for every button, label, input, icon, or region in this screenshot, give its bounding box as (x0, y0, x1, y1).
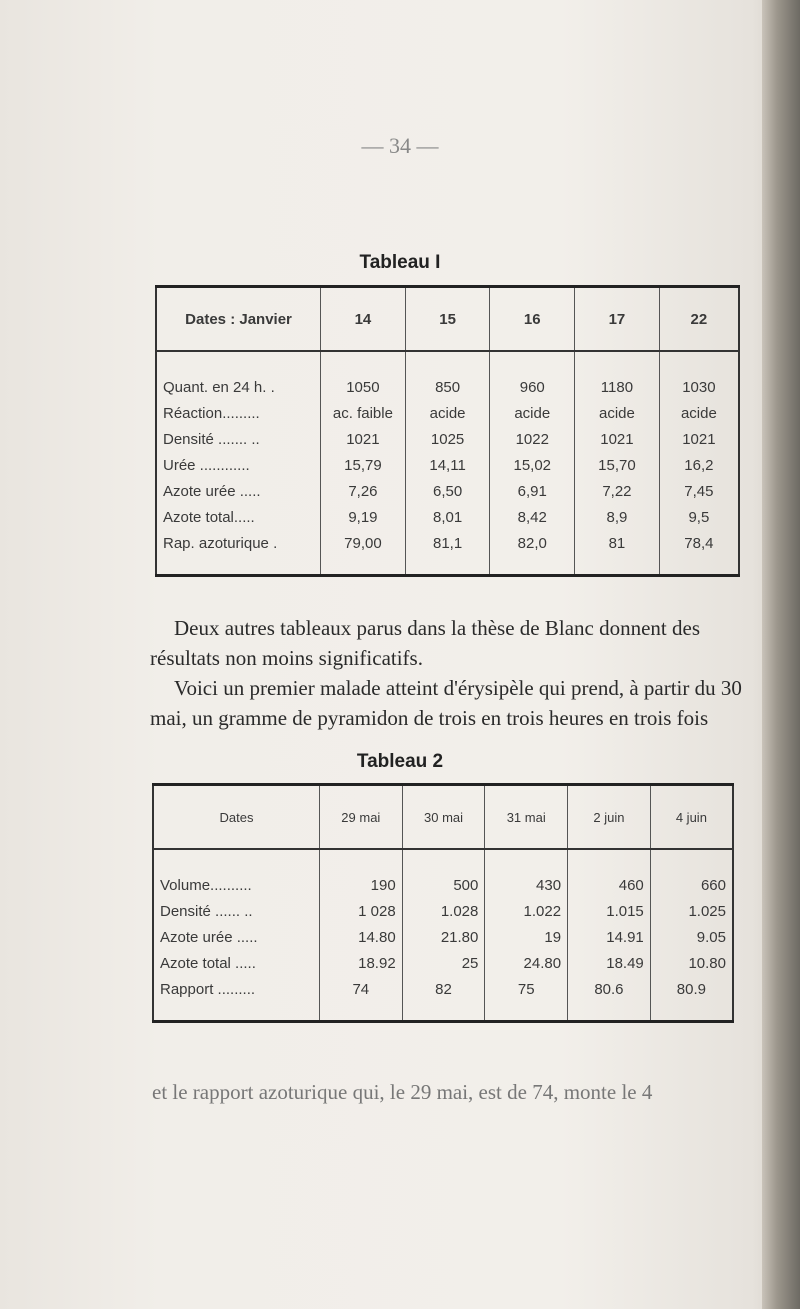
table-cell: 82 (402, 976, 485, 1022)
page-edge-shadow (762, 0, 800, 1309)
table-cell: 14.80 (319, 924, 402, 950)
table-cell: 430 (485, 849, 568, 898)
table-cell: 1021 (575, 426, 660, 452)
table2-header-col: 4 juin (650, 785, 733, 850)
table-cell: 78,4 (659, 530, 739, 576)
row-label: Rap. azoturique . (163, 534, 278, 552)
table-cell: 1.028 (402, 898, 485, 924)
table-cell: 7,22 (575, 478, 660, 504)
table-row (156, 478, 739, 504)
row-label: Réaction......... (163, 404, 260, 422)
table-cell: acide (575, 400, 660, 426)
table-cell: 8,01 (405, 504, 490, 530)
table-row (156, 504, 739, 530)
table2-header-col: 29 mai (319, 785, 402, 850)
table-cell: 500 (402, 849, 485, 898)
table2-header-col: 31 mai (485, 785, 568, 850)
table-row (153, 849, 733, 898)
table-row (156, 452, 739, 478)
table2-header-col: 30 mai (402, 785, 485, 850)
table-cell: 15,70 (575, 452, 660, 478)
table-cell: 660 (650, 849, 733, 898)
table-cell: 25 (402, 950, 485, 976)
table-cell: 6,50 (405, 478, 490, 504)
table-cell: 1180 (575, 351, 660, 400)
table-cell: 79,00 (321, 530, 406, 576)
table-cell: 15,02 (490, 452, 575, 478)
table-cell: 1.025 (650, 898, 733, 924)
table-cell: 1021 (659, 426, 739, 452)
table-cell: 18.92 (319, 950, 402, 976)
row-label: Volume.......... (160, 876, 252, 894)
table1-title: Tableau I (359, 252, 441, 273)
table-row (156, 426, 739, 452)
table-cell: 24.80 (485, 950, 568, 976)
table-cell: 15,79 (321, 452, 406, 478)
table-cell: 7,45 (659, 478, 739, 504)
table-cell: 21.80 (402, 924, 485, 950)
row-label: Densité ...... .. (160, 902, 253, 920)
table2-title: Tableau 2 (356, 751, 444, 772)
table-cell: 1021 (321, 426, 406, 452)
table1-header-col: 15 (405, 287, 490, 352)
table2-header-dates: Dates (153, 785, 319, 850)
paragraph-1-text: Deux autres tableaux parus dans la thèse de Blanc donnent des résultats non moins significatifs. (150, 616, 700, 670)
table-cell: 81,1 (405, 530, 490, 576)
table2-header-row (153, 785, 733, 850)
table-cell: acide (405, 400, 490, 426)
table-cell: 80.6 (568, 976, 651, 1022)
paragraph-2-text: Voici un premier malade atteint d'érysipèle qui prend, à partir du 30 mai, un gramme de pyramidon de trois en trois heures en trois fois (150, 676, 742, 730)
table-cell: acide (490, 400, 575, 426)
table1-header-col: 22 (659, 287, 739, 352)
table-cell: 82,0 (490, 530, 575, 576)
table-row (153, 950, 733, 976)
table-row (153, 898, 733, 924)
row-label: Azote total ..... (160, 954, 256, 972)
table-cell: 9,5 (659, 504, 739, 530)
row-label: Densité ....... .. (163, 430, 260, 448)
table-cell: 19 (485, 924, 568, 950)
table-row (156, 400, 739, 426)
paragraph-intro (150, 613, 750, 673)
table-cell: 7,26 (321, 478, 406, 504)
table-cell: 74 (319, 976, 402, 1022)
table-cell: 850 (405, 351, 490, 400)
table-cell: 1050 (321, 351, 406, 400)
table1-header-col: 16 (490, 287, 575, 352)
table-cell: 1022 (490, 426, 575, 452)
page-number: — 34 — (361, 133, 439, 158)
table-cell: 8,42 (490, 504, 575, 530)
table-cell: 9.05 (650, 924, 733, 950)
table-cell: 14,11 (405, 452, 490, 478)
paragraph-continued: et le rapport azoturique qui, le 29 mai, est de 74, monte le 4 (152, 1080, 653, 1104)
table-cell: ac. faible (321, 400, 406, 426)
table1-header-col: 14 (321, 287, 406, 352)
table-cell: 1 028 (319, 898, 402, 924)
table-cell: 18.49 (568, 950, 651, 976)
table-cell: 1.015 (568, 898, 651, 924)
row-label: Azote urée ..... (163, 482, 261, 500)
table-cell: 10.80 (650, 950, 733, 976)
paragraph-patient (150, 673, 750, 733)
table-cell: 960 (490, 351, 575, 400)
table-cell: 81 (575, 530, 660, 576)
table-cell: 75 (485, 976, 568, 1022)
table2 (152, 783, 734, 1023)
table-cell: 190 (319, 849, 402, 898)
row-label: Rapport ......... (160, 980, 256, 998)
table-cell: 1.022 (485, 898, 568, 924)
row-label: Azote urée ..... (160, 928, 258, 946)
table-cell: 1030 (659, 351, 739, 400)
row-label: Urée ............ (163, 456, 250, 474)
table1 (155, 285, 740, 577)
table-cell: 9,19 (321, 504, 406, 530)
row-label: Quant. en 24 h. . (163, 378, 275, 396)
table-row (156, 351, 739, 400)
row-label: Azote total..... (163, 508, 255, 526)
table2-header-col: 2 juin (568, 785, 651, 850)
table-cell: 1025 (405, 426, 490, 452)
table-row (153, 924, 733, 950)
table1-header-row (156, 287, 739, 352)
table1-header-col: 17 (575, 287, 660, 352)
table-cell: 16,2 (659, 452, 739, 478)
table-cell: 8,9 (575, 504, 660, 530)
table-cell: 80.9 (650, 976, 733, 1022)
table-cell: acide (659, 400, 739, 426)
table-row (153, 976, 733, 1022)
table1-header-dates: Dates : Janvier (156, 287, 321, 352)
table-cell: 14.91 (568, 924, 651, 950)
table-cell: 6,91 (490, 478, 575, 504)
table-row (156, 530, 739, 576)
table-cell: 460 (568, 849, 651, 898)
